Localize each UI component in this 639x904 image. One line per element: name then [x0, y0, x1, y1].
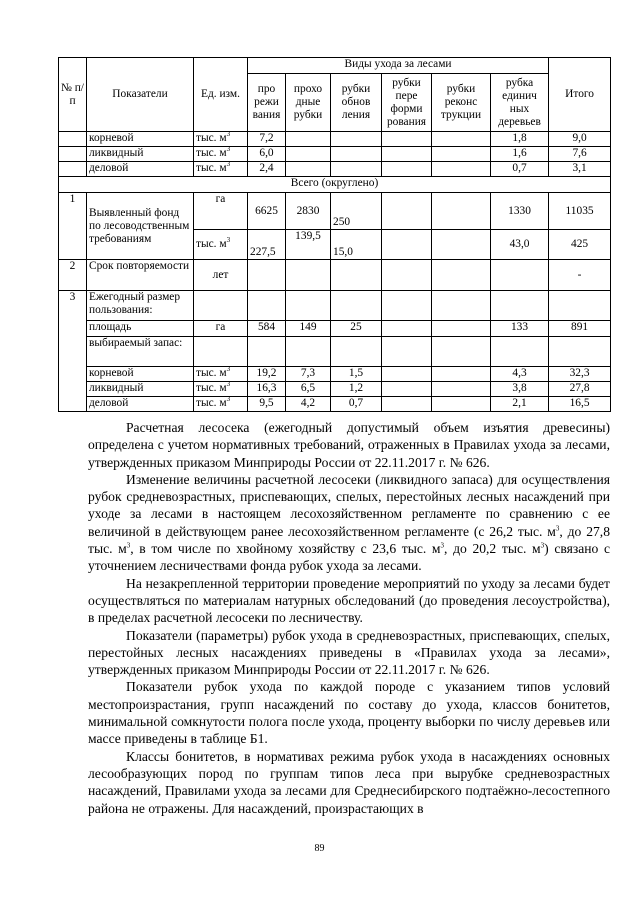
cell-value: 2830: [286, 193, 331, 230]
header-type-renewal: рубки обнов ления: [331, 74, 382, 132]
cell-total: 7,6: [549, 147, 611, 162]
paragraph: На незакрепленной территории проведение мероприятий по уходу за лесами будет осуществляться по материалам натурных обследований (до проведения лесоустройства), в пределах расчетной лесосеки по лесничеству.: [88, 575, 610, 626]
cell-value: 133: [491, 321, 549, 337]
cell-total: 9,0: [549, 132, 611, 147]
cell-value: 227,5: [248, 230, 286, 260]
cell-total: 891: [549, 321, 611, 337]
unit-text: тыс. м: [196, 397, 227, 409]
unit-text: га: [194, 321, 248, 337]
row-num: 1: [59, 193, 87, 260]
row-num: 3: [59, 291, 87, 412]
cell-value: 1,6: [491, 147, 549, 162]
superscript: 3: [126, 541, 131, 550]
header-type-passage: прохо дные рубки: [286, 74, 331, 132]
header-indicators: Показатели: [87, 58, 194, 132]
table-row: [59, 291, 611, 321]
paragraph: Расчетная лесосека (ежегодный допустимый объем изъятия древесины) определена с учетом нормативных требований, отраженных в Правилах ухода за лесами, утвержденных приказом Минприроды России от 22.11.2017 г. № 626.: [88, 420, 610, 470]
cell-value: 6,5: [286, 382, 331, 397]
row-name: ликвидный: [87, 382, 194, 397]
page-number: 89: [314, 843, 325, 854]
row-name: деловой: [87, 397, 194, 412]
unit-sup: 3: [226, 131, 231, 139]
superscript: 3: [540, 541, 545, 550]
cell-value: 2,4: [248, 162, 286, 177]
paragraph-text: , в том числе по хвойному хозяйству с 23,6 тыс. м: [130, 541, 441, 557]
unit-sup: 3: [226, 146, 231, 154]
row-name: Срок повторяемости: [87, 260, 194, 291]
paragraph-text: Изменение величины расчетной лесосеки (ликвидного запаса) для осуществления рубок средневозрастных, приспевающих, спелых, перестойных лесных насаждений при уходе за лесами в настоящем лесохозяйственном регламенте по сравнению с ее величиной в действующем ранее лесохозяйственном регламенте (с 26,2 тыс. м: [88, 471, 610, 539]
unit-text: га: [194, 193, 248, 230]
row-name: площадь: [87, 321, 194, 337]
header-type-thinning: про режи вания: [248, 74, 286, 132]
row-name: деловой: [87, 162, 194, 177]
superscript: 3: [555, 524, 560, 533]
header-care-types: Виды ухода за лесами: [248, 58, 549, 74]
unit-text: лет: [194, 260, 248, 291]
cell-value: 1,8: [491, 132, 549, 147]
table-row: [59, 162, 611, 177]
cell-value: 7,3: [286, 367, 331, 382]
cell-value: 1,5: [331, 367, 382, 382]
unit-text: тыс. м: [196, 367, 227, 379]
row-name: Выявленный фонд по лесоводственным требованиям: [87, 193, 194, 260]
paragraph-text: , до 27,8 тыс. м: [88, 523, 610, 557]
paragraph: Классы бонитетов, в нормативах режима рубок ухода в насаждениях основных лесообразующих пород по группам типов леса при вырубке средневозрастных насаждений, Правилами ухода за лесами для Среднесибирского подтаёжно-лесостепного района не отражены. Для насаждений, произрастающих в: [88, 748, 610, 816]
cell-value: 1,2: [331, 382, 382, 397]
table-row: [59, 321, 611, 337]
cell-value: 2,1: [491, 397, 549, 412]
header-type-single-trees: рубка единич ных деревьев: [491, 74, 549, 132]
forest-care-table: [58, 57, 611, 412]
row-name: ликвидный: [87, 147, 194, 162]
cell-value: 3,8: [491, 382, 549, 397]
cell-total: 27,8: [549, 382, 611, 397]
cell-value: 4,3: [491, 367, 549, 382]
cell-value: 250: [331, 193, 382, 230]
row-name: корневой: [87, 132, 194, 147]
table-row: [59, 397, 611, 412]
unit-sup: 3: [226, 236, 231, 245]
section-title: Всего (округлено): [59, 177, 611, 193]
cell-value: 16,3: [248, 382, 286, 397]
cell-value: 0,7: [491, 162, 549, 177]
header-num: № п/п: [59, 58, 87, 132]
cell-value: 4,2: [286, 397, 331, 412]
unit-text: тыс. м: [196, 147, 227, 159]
paragraph: [88, 471, 610, 575]
paragraph-text: ) связано с уточнением лесничествами фонда рубок ухода за лесами.: [88, 541, 610, 574]
cell-value: 9,5: [248, 397, 286, 412]
header-total: Итого: [549, 58, 611, 132]
cell-total: 3,1: [549, 162, 611, 177]
cell-value: 149: [286, 321, 331, 337]
cell-value: 19,2: [248, 367, 286, 382]
cell-value: 43,0: [491, 230, 549, 260]
cell-value: 139,5: [286, 230, 331, 260]
body-text: [88, 419, 610, 817]
table-row: [59, 367, 611, 382]
cell-total: 16,5: [549, 397, 611, 412]
header-type-reconstruction: рубки реконс трукции: [432, 74, 491, 132]
row-name: корневой: [87, 367, 194, 382]
cell-value: 7,2: [248, 132, 286, 147]
paragraph-text: , до 20,2 тыс. м: [444, 541, 541, 557]
table-row: [59, 260, 611, 291]
table-row: [59, 337, 611, 367]
cell-value: 15,0: [331, 230, 382, 260]
cell-value: 25: [331, 321, 382, 337]
header-unit: Ед. изм.: [194, 58, 248, 132]
paragraph: Показатели (параметры) рубок ухода в средневозрастных, приспевающих, спелых, перестойных лесных насаждениях приведены в «Правилах ухода за лесами», утвержденных приказом Минприроды России от 22.11.2017 г. № 626.: [88, 627, 610, 678]
unit-text: тыс. м: [196, 162, 227, 174]
row-name: Ежегодный размер пользования:: [87, 291, 194, 321]
cell-value: 0,7: [331, 397, 382, 412]
table-row: [59, 382, 611, 397]
unit-sup: 3: [226, 161, 231, 169]
cell-value: 1330: [491, 193, 549, 230]
unit-text: тыс. м: [196, 132, 227, 144]
row-name: выбираемый запас:: [87, 337, 194, 367]
cell-value: 584: [248, 321, 286, 337]
superscript: 3: [440, 541, 445, 550]
unit-text: тыс. м: [196, 382, 227, 394]
table-row: [59, 132, 611, 147]
paragraph: Показатели рубок ухода по каждой породе с указанием типов условий местопроизрастания, групп насаждений по составу до ухода, классов бонитетов, минимальной сомкнутости полога после ухода, проценту выборки по числу деревьев или массе приведены в таблице Б1.: [88, 679, 610, 747]
unit-sup: 3: [226, 396, 231, 404]
unit-text: тыс. м: [196, 238, 227, 250]
header-type-reformation: рубки пере форми рования: [382, 74, 432, 132]
cell-total: -: [549, 260, 611, 291]
table-row: [59, 193, 611, 230]
unit-sup: 3: [226, 366, 231, 374]
cell-value: 6,0: [248, 147, 286, 162]
table-row: [59, 147, 611, 162]
row-num: 2: [59, 260, 87, 291]
cell-total: 11035: [549, 193, 611, 230]
cell-value: 6625: [248, 193, 286, 230]
unit-sup: 3: [226, 381, 231, 389]
cell-total: 425: [549, 230, 611, 260]
cell-total: 32,3: [549, 367, 611, 382]
